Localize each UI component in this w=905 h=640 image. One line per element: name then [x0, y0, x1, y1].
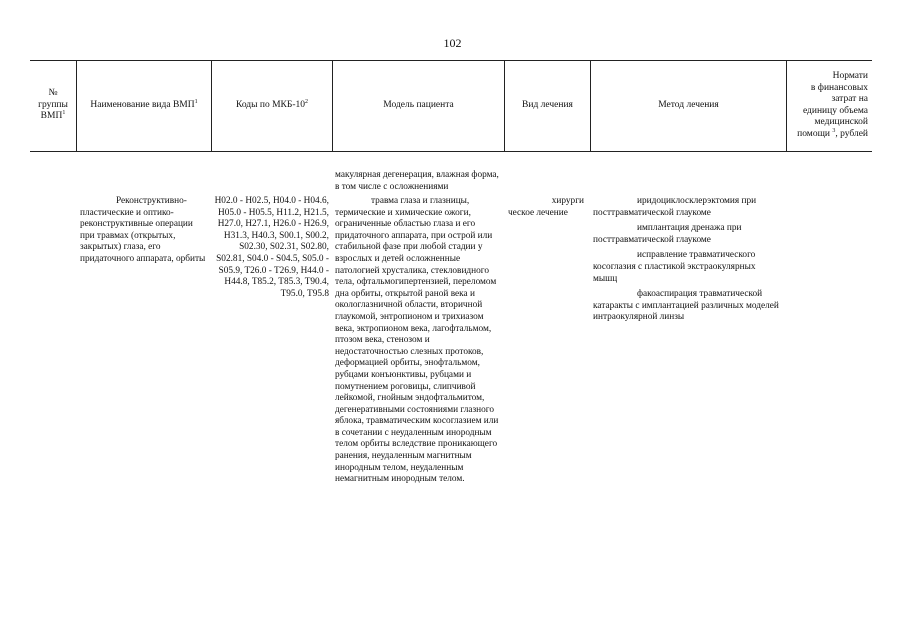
- header-financial-line5: медицинской: [814, 117, 868, 127]
- header-bottom-rule: [30, 151, 872, 152]
- patient-model-cell: травма глаза и глазницы, термические и химические ожоги, ограниченные областью глаза и его придаточного аппарата, при острой или стабильной фазе при любой стадии у взрослых и детей осложненные патологией хрусталика, стекловидного тела, офтальмогипертензией, переломом дна орбиты, открытой раной века и окологлазничной области, вторичной глаукомой, энтропионом и трихиазом века, эктропионом века, лагофтальмом, птозом века, стенозом и недостаточностью слезных протоков, деформацией орбиты, энофтальмом, рубцами конъюнктивы, рубцами и помутнением роговицы, слипчивой лейкомой, гнойным эндофтальмитом, дегенеративными состояниями глазного яблока, травматическим косоглазием или в сочетании с неудаленным инородным телом орбиты вследствие проникающего ранения, неудаленным магнитным инородным телом, неудаленным немагнитным инородным телом.: [335, 196, 499, 485]
- header-vmp-name: Наименование вида ВМП$^1$: [90, 98, 198, 110]
- method-item: имплантация дренажа при посттравматической глаукоме: [593, 223, 742, 245]
- treatment-method-cell: [593, 196, 779, 328]
- header-financial-line3: затрат на: [831, 94, 868, 104]
- header-group-number-line1: №: [48, 88, 58, 99]
- page-number: 102: [443, 36, 462, 50]
- treatment-type-line2: ческое лечение: [508, 207, 568, 218]
- treatment-type-cell: [508, 196, 590, 219]
- previous-model-tail: макулярная дегенерация, влажная форма, в том числе с осложнениями: [335, 170, 499, 192]
- header-financial-sup: 3: [832, 127, 836, 134]
- header-patient-model: Модель пациента: [383, 99, 454, 110]
- header-vmp-name-sup: 1: [194, 98, 198, 105]
- header-group-number: [30, 60, 76, 151]
- method-item: иридоциклосклерэктомия при посттравматической глаукоме: [593, 196, 757, 218]
- header-financial-standard: [787, 60, 872, 151]
- header-financial-line2: в финансовых: [810, 82, 868, 93]
- header-icd-codes-sup: 2: [305, 98, 309, 105]
- header-icd-codes: Коды по МКБ-$10^2$: [235, 98, 309, 110]
- vmp-name-cell: Реконструктивно-пластические и оптико-реконструктивные операции при травмах (открытых, закрытых) глаза, его придаточного аппарата, орбиты: [80, 196, 206, 264]
- method-item: исправление травматического косоглазия с пластикой экстраокулярных мышц: [593, 250, 756, 284]
- header-group-number-sup: 1: [62, 110, 66, 117]
- header-treatment-type: Вид лечения: [522, 99, 573, 110]
- treatment-type-line1: хирурги: [551, 196, 584, 206]
- header-financial-line6: помощи $^3$, рублей: [797, 127, 868, 139]
- header-financial-line4: единицу объема: [802, 105, 868, 116]
- header-financial-line1: Нормати: [832, 71, 868, 81]
- header-group-number-line3: ВМП$^1$: [40, 110, 66, 122]
- method-item: факоаспирация травматической катаракты с имплантацией различных моделей интраокулярной линзы: [593, 289, 779, 323]
- header-treatment-method: Метод лечения: [658, 99, 719, 110]
- header-group-number-line2: группы: [38, 99, 68, 110]
- icd-codes-cell: H02.0 - H02.5, H04.0 - H04.6, H05.0 - H05.5, H11.2, H21.5, H27.0, H27.1, H26.0 - H26.9, H31.3, H40.3, S00.1, S00.2, S02.30, S02.31, S02.80, S02.81, S04.0 - S04.5, S05.0 - S05.9, T26.0 - T26.9, H44.0 - H44.8, T85.2, T85.3, T90.4, T95.0, T95.8: [214, 196, 329, 299]
